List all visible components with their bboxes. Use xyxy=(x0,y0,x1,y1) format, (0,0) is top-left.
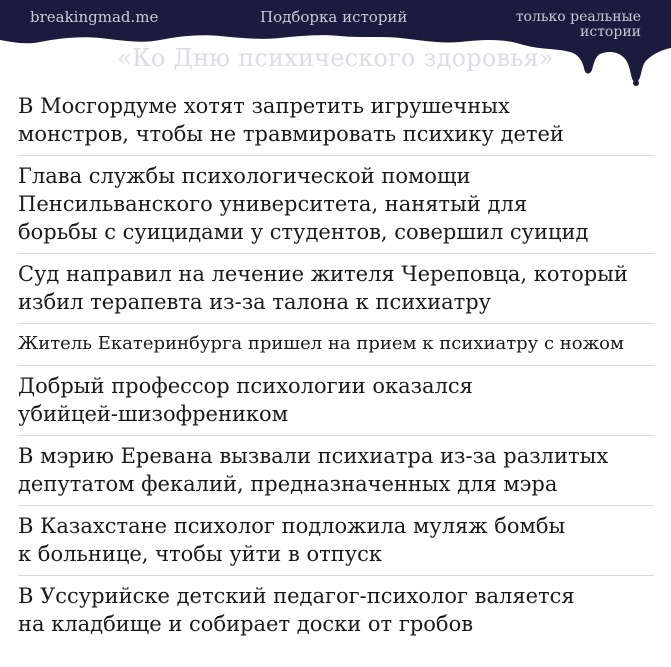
story-item: Суд направил на лечение жителя Череповца, который избил терапевта из-за талона к психиатру xyxy=(18,253,654,323)
story-item: Житель Екатеринбурга пришел на прием к психиатру с ножом xyxy=(18,323,654,365)
collection-title: «Ко Дню психического здоровья» xyxy=(117,44,554,72)
tagline: только реальные истории xyxy=(515,9,641,40)
site-name: breakingmad.me xyxy=(30,8,159,26)
story-item: Добрый профессор психологии оказался убийцей-шизофреником xyxy=(18,365,654,435)
section-title: Подборка историй xyxy=(260,8,408,26)
story-list xyxy=(18,86,654,645)
story-item: Глава службы психологической помощи Пенсильванского университета, нанятый для борьбы с суицидами у студентов, совершил суицид xyxy=(18,155,654,253)
story-item: В Уссурийске детский педагог-психолог валяется на кладбище и собирает доски от гробов xyxy=(18,575,654,645)
story-item: В Казахстане психолог подложила муляж бомбы к больнице, чтобы уйти в отпуск xyxy=(18,505,654,575)
story-item: В Мосгордуме хотят запретить игрушечных монстров, чтобы не травмировать психику детей xyxy=(18,94,564,146)
story-item: В мэрию Еревана вызвали психиатра из-за разлитых депутатом фекалий, предназначенных для мэра xyxy=(18,435,654,505)
